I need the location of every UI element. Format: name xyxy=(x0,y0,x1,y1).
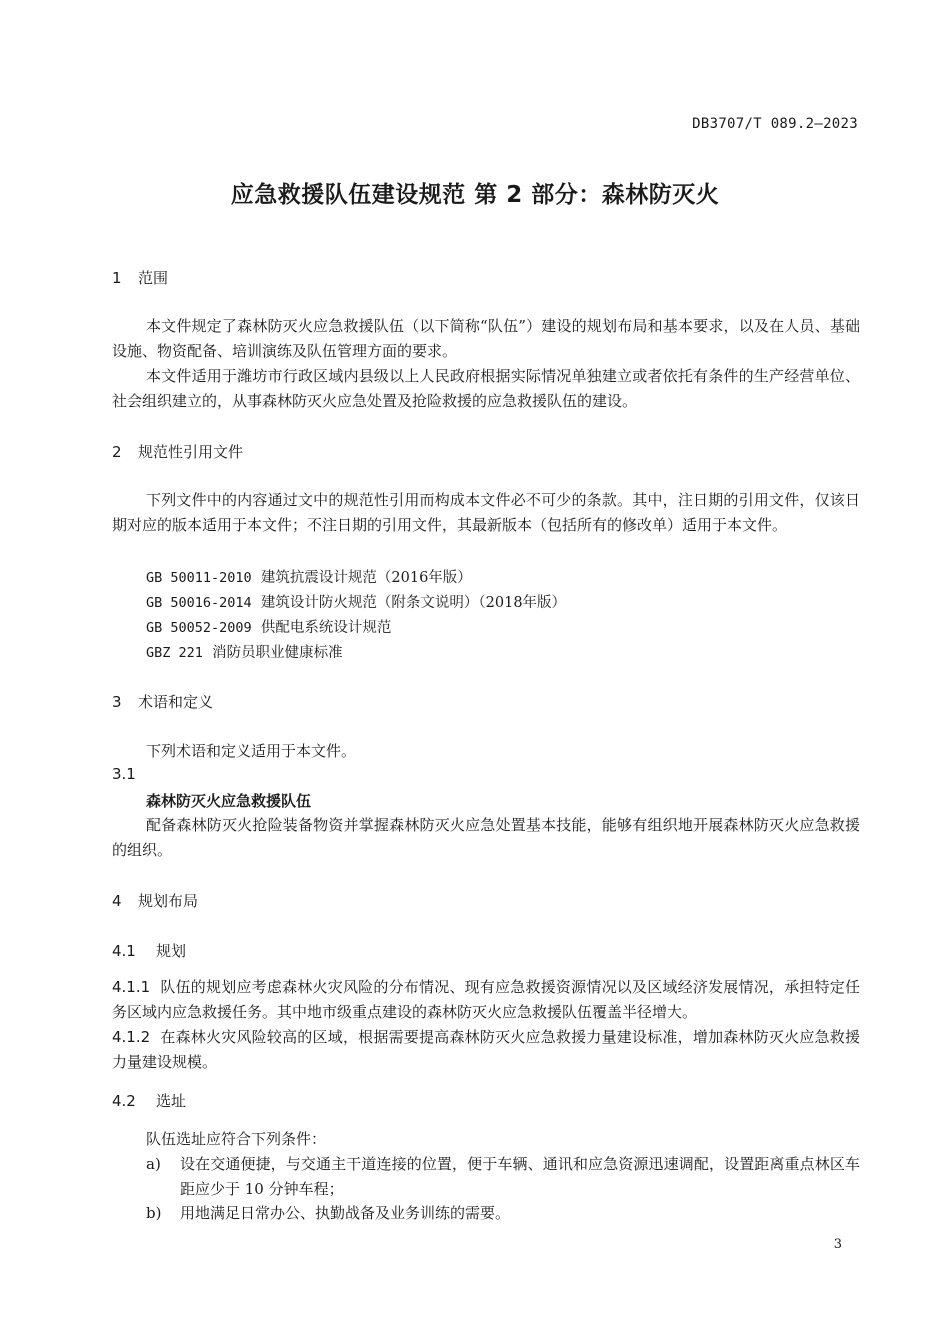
term-number: 3.1 xyxy=(112,765,136,783)
section-4-heading xyxy=(112,890,198,911)
paragraph: 本文件适用于潍坊市行政区域内县级以上人民政府根据实际情况单独建立或者依托有条件的生产经营单位、社会组织建立的，从事森林防灭火应急处置及抢险救援的应急救援队伍的建设。 xyxy=(112,367,860,410)
list-item xyxy=(146,1152,860,1202)
paragraph: 队伍选址应符合下列条件： xyxy=(146,1130,327,1148)
reference-name: 建筑设计防火规范（附条文说明）（2018年版） xyxy=(260,595,567,611)
list-text: 设在交通便捷，与交通主干道连接的位置，便于车辆、通讯和应急资源迅速调配，设置距离重点林区车距应少于 10 分钟车程； xyxy=(180,1155,860,1198)
list-item xyxy=(146,1201,860,1226)
reference-item xyxy=(146,566,472,587)
paragraph: 下列术语和定义适用于本文件。 xyxy=(146,742,357,760)
reference-code: GB 50052-2009 xyxy=(146,620,252,636)
reference-code: GB 50011-2010 xyxy=(146,570,252,586)
list-marker: b) xyxy=(146,1204,162,1222)
paragraph: 下列文件中的内容通过文中的规范性引用而构成本文件必不可少的条款。其中，注日期的引用文件，仅该日期对应的版本适用于本文件；不注日期的引用文件，其最新版本（包括所有的修改单）适用于本文件。 xyxy=(112,491,860,534)
page-number: 3 xyxy=(833,1237,842,1252)
reference-name: 消防员职业健康标准 xyxy=(212,645,343,661)
subsection-title: 规划 xyxy=(156,942,187,960)
clause-number: 4.1.1 xyxy=(112,978,151,996)
section-3-heading xyxy=(112,691,213,712)
clause-text: 在森林火灾风险较高的区域，根据需要提高森林防灭火应急救援力量建设标准，增加森林防灭火应急救援力量建设规模。 xyxy=(112,1028,860,1071)
subsection-title: 选址 xyxy=(156,1092,187,1110)
reference-item xyxy=(146,616,391,637)
subsection-number: 4.2 xyxy=(112,1092,136,1110)
document-title: 应急救援队伍建设规范 第 2 部分：森林防灭火 xyxy=(230,182,720,208)
section-number: 4 xyxy=(112,892,122,910)
term-definition: 配备森林防灭火抢险装备物资并掌握森林防灭火应急处置基本技能，能够有组织地开展森林防灭火应急救援的组织。 xyxy=(112,816,860,859)
reference-code: GBZ 221 xyxy=(146,645,203,661)
standard-code: DB3707/T 089.2—2023 xyxy=(692,116,858,132)
clause-4-1-2 xyxy=(112,1025,860,1075)
section-title: 范围 xyxy=(138,269,169,287)
term-name: 森林防灭火应急救援队伍 xyxy=(146,792,312,810)
section-title: 规范性引用文件 xyxy=(138,443,244,461)
section-2-heading xyxy=(112,441,243,462)
clause-4-1-1 xyxy=(112,975,860,1025)
section-1-heading xyxy=(112,267,168,288)
section-number: 2 xyxy=(112,443,122,461)
section-title: 规划布局 xyxy=(138,892,199,910)
subsection-4-1-heading xyxy=(112,940,186,961)
subsection-number: 4.1 xyxy=(112,942,136,960)
reference-item xyxy=(146,591,566,612)
section-title: 术语和定义 xyxy=(138,693,214,711)
reference-name: 供配电系统设计规范 xyxy=(260,620,392,636)
list-text: 用地满足日常办公、执勤战备及业务训练的需要。 xyxy=(180,1204,511,1222)
section-number: 3 xyxy=(112,693,122,711)
reference-item xyxy=(146,641,343,662)
section-number: 1 xyxy=(112,269,122,287)
list-marker: a) xyxy=(146,1155,161,1173)
clause-text: 队伍的规划应考虑森林火灾风险的分布情况、现有应急救援资源情况以及区域经济发展情况，承担特定任务区域内应急救援任务。其中地市级重点建设的森林防灭火应急救援队伍覆盖半径增大。 xyxy=(112,978,860,1021)
reference-code: GB 50016-2014 xyxy=(146,595,252,611)
reference-name: 建筑抗震设计规范（2016年版） xyxy=(260,570,472,586)
clause-number: 4.1.2 xyxy=(112,1028,151,1046)
paragraph: 本文件规定了森林防灭火应急救援队伍（以下简称“队伍”）建设的规划布局和基本要求，以及在人员、基础设施、物资配备、培训演练及队伍管理方面的要求。 xyxy=(112,317,860,360)
subsection-4-2-heading xyxy=(112,1090,186,1111)
